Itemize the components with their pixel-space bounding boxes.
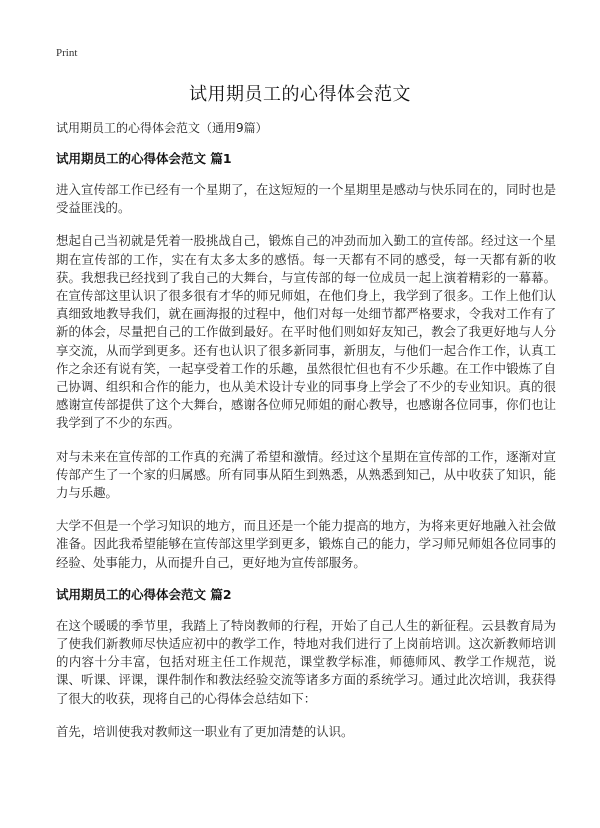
print-link[interactable]: Print bbox=[56, 47, 78, 59]
document-subtitle: 试用期员工的心得体会范文（通用9篇） bbox=[56, 121, 268, 135]
document-body bbox=[56, 120, 556, 756]
paragraph: 首先，培训使我对教师这一职业有了更加清楚的认识。 bbox=[56, 723, 354, 739]
section-heading: 试用期员工的心得体会范文 篇2 bbox=[56, 586, 232, 602]
paragraph: 对与未来在宣传部的工作真的充满了希望和激情。经过这个星期在宣传部的工作，逐渐对宣传部产生了一个家的归属感。所有同事从陌生到熟悉，从熟悉到知己，从中收获了知识，能力与乐趣。 bbox=[56, 448, 556, 501]
section-1 bbox=[56, 151, 556, 572]
paragraph: 想起自己当初就是凭着一股挑战自己，锻炼自己的冲劲而加入勤工的宣传部。经过这一个星期在宣传部的工作，实在有太多太多的感悟。每一天都有不同的感受，每一天都有新的收获。我想我已经找到了我自己的大舞台，与宣传部的每一位成员一起上演着精彩的一幕幕。在宣传部这里认识了很多很有才华的师兄师姐，在他们身上，我学到了很多。工作上他们认真细致地教导我们，就在画海报的过程中，他们对每一处细节都严格要求，令我对工作有了新的体会，尽量把自己的工作做到最好。在平时他们则如好友知己，教会了我更好地与人分享交流，从而学到更多。还有也认识了很多新同事，新朋友，与他们一起合作工作，认真工作之余还有说有笑，一起享受着工作的乐趣，虽然很忙但也有不少乐趣。在工作中锻炼了自己协调、组织和合作的能力，也从美术设计专业的同事身上学会了不少的专业知识。真的很感谢宣传部提供了这个大舞台，感谢各位师兄师姐的耐心教导，也感谢各位同事，你们也让我学到了不少的东西。 bbox=[56, 233, 556, 431]
section-2 bbox=[56, 587, 556, 741]
page-title: 试用期员工的心得体会范文 bbox=[189, 84, 411, 105]
section-heading: 试用期员工的心得体会范文 篇1 bbox=[56, 151, 232, 166]
paragraph: 在这个暖暖的季节里，我踏上了特岗教师的行程，开始了自己人生的新征程。云县教育局为了使我们新教师尽快适应初中的教学工作，特地对我们进行了上岗前培训。这次新教师培训的内容十分丰富，包括对班主任工作规范，课堂教学标准，师德师风、教学工作规范，说课、听课、评课，课件制作和教法经验交流等诸多方面的系统学习。通过此次培训，我获得了很大的收获，现将自己的心得体会总结如下： bbox=[56, 617, 556, 706]
paragraph: 进入宣传部工作已经有一个星期了，在这短短的一个星期里是感动与快乐同在的，同时也是受益匪浅的。 bbox=[56, 182, 556, 216]
paragraph: 大学不但是一个学习知识的地方，而且还是一个能力提高的地方，为将来更好地融入社会做准备。因此我希望能够在宣传部这里学到更多，锻炼自己的能力，学习师兄师姐各位同事的经验、处事能力，从而提升自己，更好地为宣传部服务。 bbox=[56, 518, 556, 570]
